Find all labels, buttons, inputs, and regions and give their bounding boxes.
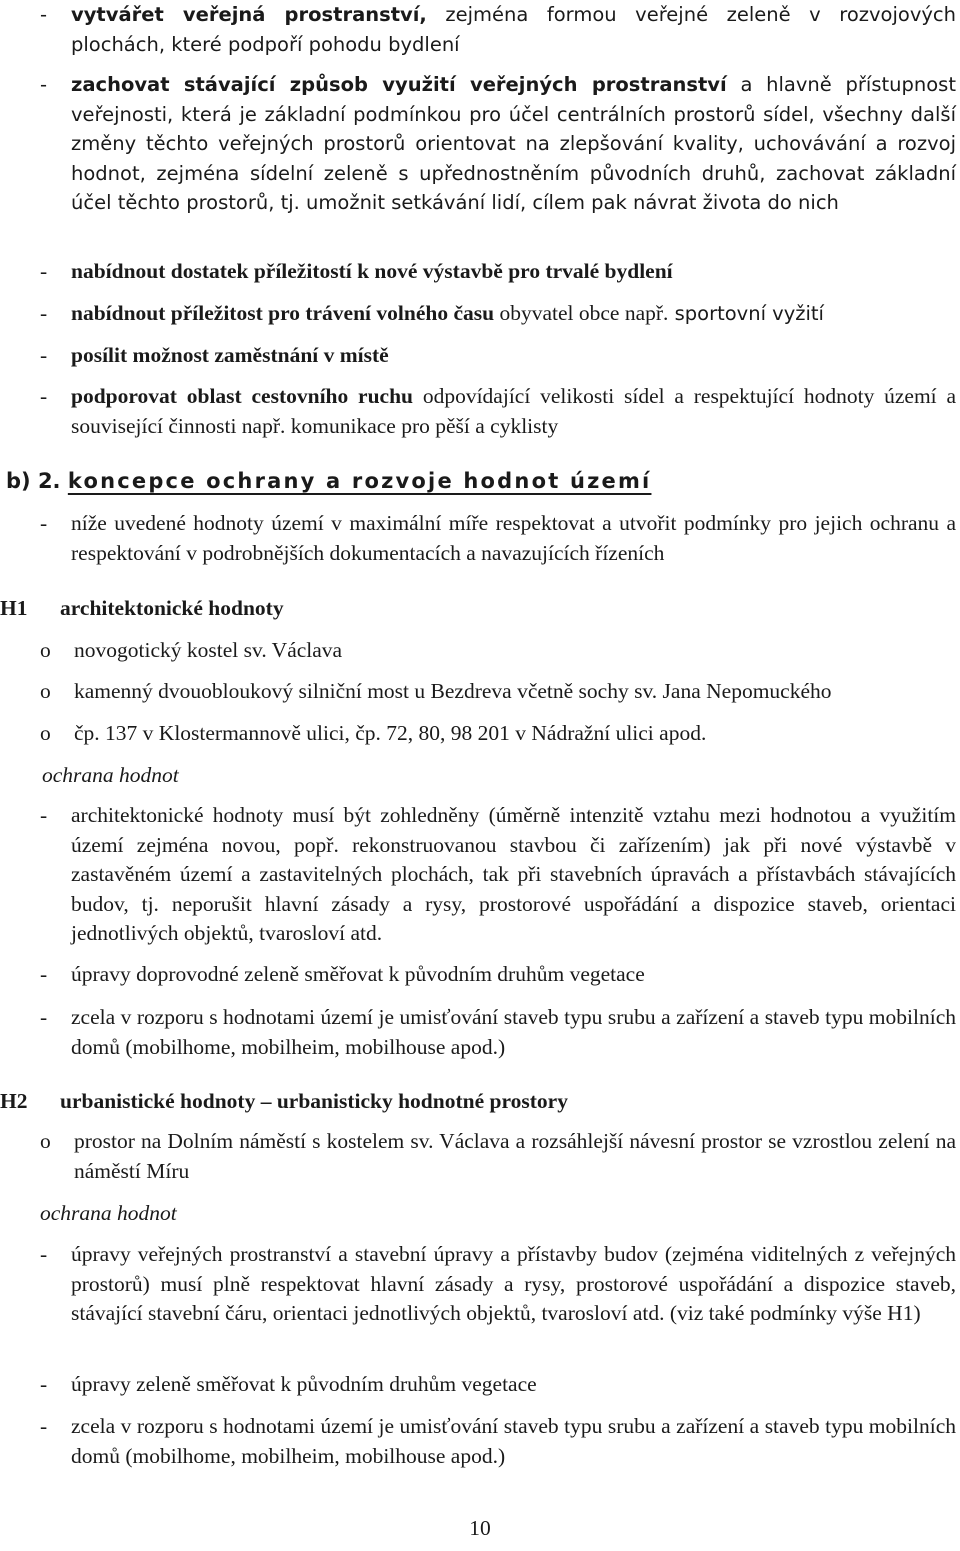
bullet-item: [40, 1127, 956, 1186]
item-bold-text: podporovat oblast cestovního ruchu: [71, 384, 414, 408]
dash-marker: -: [40, 384, 48, 408]
item-bold-text: nabídnout dostatek příležitostí k nové výstavbě pro trvalé bydlení: [71, 259, 673, 283]
bullet-text: novogotický kostel sv. Václava: [74, 638, 343, 662]
item-bold-text: posílit možnost zaměstnání v místě: [71, 343, 389, 367]
item-text: úpravy zeleně směřovat k původním druhům vegetace: [71, 1372, 537, 1396]
item-text-sans: sportovní vyžití: [668, 302, 824, 325]
dash-marker: -: [40, 3, 48, 26]
dash-marker: -: [40, 73, 48, 96]
item-bold-text: nabídnout příležitost pro trávení volného času: [71, 301, 495, 325]
h2-label: H2: [0, 1089, 28, 1113]
section-heading: [6, 466, 651, 496]
page-number: 10: [469, 1516, 491, 1540]
dash-marker: -: [40, 1005, 48, 1029]
dash-marker: -: [40, 1242, 48, 1266]
intro-text: níže uvedené hodnoty území v maximální míře respektovat a utvořit podmínky pro jejich ochranu a respektování v podrobnějších dokumentacích a navazujících řízeních: [71, 511, 956, 565]
list-item: [40, 1240, 956, 1329]
dash-marker: -: [40, 1372, 48, 1396]
item-bold-text: vytvářet veřejná prostranství,: [71, 3, 427, 26]
item-text: úpravy veřejných prostranství a stavební úpravy a přístavby budov (zejména viditelných z veřejných prostorů) musí plně respektovat hlavní zásady a rysy, prostorové uspořádání a dispozice staveb, stávající stavební čáru, orientaci jednotlivých objektů, tvarosloví atd. (viz také podmínky výše H1): [71, 1242, 956, 1325]
bullet-marker: o: [40, 721, 51, 745]
list-item: [40, 341, 956, 371]
dash-marker: -: [40, 259, 48, 283]
bullet-marker: o: [40, 638, 51, 662]
item-text: odpovídající velikosti sídel a respektující hodnoty území a související činnosti např. komunikace pro pěší a cyklisty: [71, 384, 957, 438]
protection-heading: ochrana hodnot: [40, 1201, 177, 1225]
item-text: zcela v rozporu s hodnotami území je umisťování staveb typu srubu a zařízení a staveb typu mobilních domů (mobilhome, mobilheim, mobilhouse apod.): [71, 1005, 956, 1059]
list-item: [40, 1412, 956, 1471]
bullet-text: čp. 137 v Klostermannově ulici, čp. 72, 80, 98 201 v Nádražní ulici apod.: [74, 721, 707, 745]
intro-item: [40, 509, 956, 568]
item-text: obyvatel obce např.: [494, 301, 669, 325]
list-item: [40, 0, 956, 59]
list-item: [40, 382, 956, 441]
bullet-text: prostor na Dolním náměstí s kostelem sv. Václava a rozsáhlejší návesní prostor se vzrostlou zelení na náměstí Míru: [74, 1129, 956, 1183]
dash-marker: -: [40, 1414, 48, 1438]
item-text: úpravy doprovodné zeleně směřovat k původním druhům vegetace: [71, 962, 645, 986]
dash-marker: -: [40, 511, 48, 535]
list-item: [40, 299, 956, 329]
item-text: zejména formou veřejné zeleně v rozvojových plochách, které podpoří pohodu bydlení: [71, 3, 956, 56]
item-text: architektonické hodnoty musí být zohledněny (úměrně intenzitě vztahu mezi hodnotou a využitím území zejména novou, popř. rekonstruovanou stavbou či zařízením) jak při nové výstavbě v zastavěném území a zastavitelných plochách, tak při stavebních úpravách a přístavbách stávajících budov, tj. neporušit hlavní zásady a rysy, prostorové uspořádání a dispozice staveb, orientaci jednotlivých objektů, tvarosloví atd.: [71, 803, 956, 945]
h1-title: architektonické hodnoty: [60, 596, 284, 620]
section-title: koncepce ochrany a rozvoje hodnot území: [67, 469, 652, 493]
list-item: [40, 960, 956, 990]
list-item: [40, 257, 956, 287]
bullet-marker: o: [40, 1129, 51, 1153]
dash-marker: -: [40, 343, 48, 367]
protection-heading: ochrana hodnot: [42, 763, 179, 787]
dash-marker: -: [40, 301, 48, 325]
h1-label: H1: [0, 596, 28, 620]
item-text: zcela v rozporu s hodnotami území je umisťování staveb typu srubu a zařízení a staveb typu mobilních domů (mobilhome, mobilheim, mobilhouse apod.): [71, 1414, 956, 1468]
bullet-marker: o: [40, 679, 51, 703]
list-item: [40, 1003, 956, 1062]
item-text: a hlavně přístupnost veřejnosti, která je základní podmínkou pro účel centrálních prostorů sídel, všechny další změny těchto veřejných prostorů orientovat na zlepšování kvality, uchovávání a rozvoj hodnot, zejména sídelní zeleně s upřednostněním původních druhů, zachovat základní účel těchto prostorů, tj. umožnit setkávání lidí, cílem pak návrat života do nich: [71, 73, 956, 214]
dash-marker: -: [40, 803, 48, 827]
list-item: [40, 801, 956, 949]
h2-title: urbanistické hodnoty – urbanisticky hodnotné prostory: [60, 1089, 568, 1113]
list-item: [40, 1370, 956, 1400]
section-label: b) 2.: [6, 469, 61, 493]
dash-marker: -: [40, 962, 48, 986]
item-bold-text: zachovat stávající způsob využití veřejných prostranství: [71, 73, 727, 96]
bullet-text: kamenný dvouobloukový silniční most u Bezdreva včetně sochy sv. Jana Nepomuckého: [74, 679, 832, 703]
list-item: [40, 70, 956, 218]
